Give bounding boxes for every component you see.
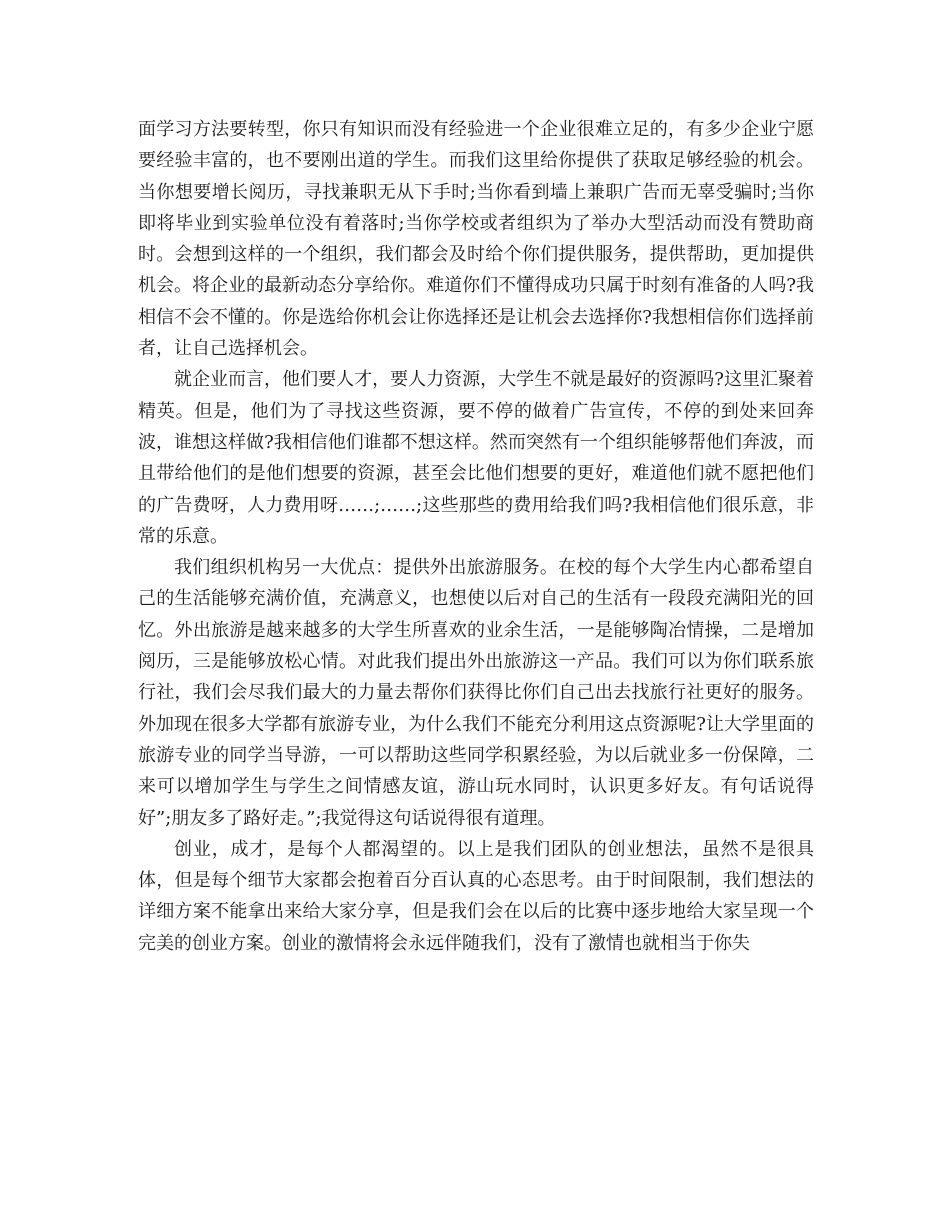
paragraph-4: 创业，成才，是每个人都渴望的。以上是我们团队的创业想法，虽然不是很具体，但是每个细节大家都会抱着百分百认真的心态思考。由于时间限制，我们想法的详细方案不能拿出来给大家分享，但是我们会在以后的比赛中逐步地给大家呈现一个完美的创业方案。创业的激情将会永远伴随我们，没有了激情也就相当于你失	[138, 838, 814, 954]
paragraph-1: 面学习方法要转型，你只有知识而没有经验进一个企业很难立足的，有多少企业宁愿要经验丰富的，也不要刚出道的学生。而我们这里给你提供了获取足够经验的机会。当你想要增长阅历，寻找兼职无从下手时;当你看到墙上兼职广告而无辜受骗时;当你即将毕业到实验单位没有着落时;当你学校或者组织为了举办大型活动而没有赞助商时。会想到这样的一个组织，我们都会及时给个你们提供服务，提供帮助，更加提供机会。将企业的最新动态分享给你。难道你们不懂得成功只属于时刻有准备的人吗?我相信不会不懂的。你是选给你机会让你选择还是让机会去选择你?我想相信你们选择前者，让自己选择机会。	[138, 119, 815, 360]
paragraph-2: 就企业而言，他们要人才，要人力资源，大学生不就是最好的资源吗?这里汇聚着精英。但是，他们为了寻找这些资源，要不停的做着广告宣传，不停的到处来回奔波，谁想这样做?我相信他们谁都不想这样。然而突然有一个组织能够帮他们奔波，而且带给他们的是他们想要的资源，甚至会比他们想要的更好，难道他们就不愿把他们的广告费呀，人力费用呀……;……;这些那些的费用给我们吗?我相信他们很乐意，非常的乐意。	[138, 369, 814, 547]
paragraph-3: 我们组织机构另一大优点：提供外出旅游服务。在校的每个大学生内心都希望自己的生活能够充满价值，充满意义，也想使以后对自己的生活有一段段充满阳光的回忆。外出旅游是越来越多的大学生所喜欢的业余生活，一是能够陶冶情操，二是增加阅历，三是能够放松心情。对此我们提出外出旅游这一产品。我们可以为你们联系旅行社，我们会尽我们最大的力量去帮你们获得比你们自己出去找旅行社更好的服务。外加现在很多大学都有旅游专业，为什么我们不能充分利用这点资源呢?让大学里面的旅游专业的同学当导游，一可以帮助这些同学积累经验，为以后就业多一份保障，二来可以增加学生与学生之间情感友谊，游山玩水同时，认识更多好友。有句话说得好”;朋友多了路好走。”;我觉得这句话说得很有道理。	[138, 557, 814, 829]
document-body	[138, 114, 814, 959]
